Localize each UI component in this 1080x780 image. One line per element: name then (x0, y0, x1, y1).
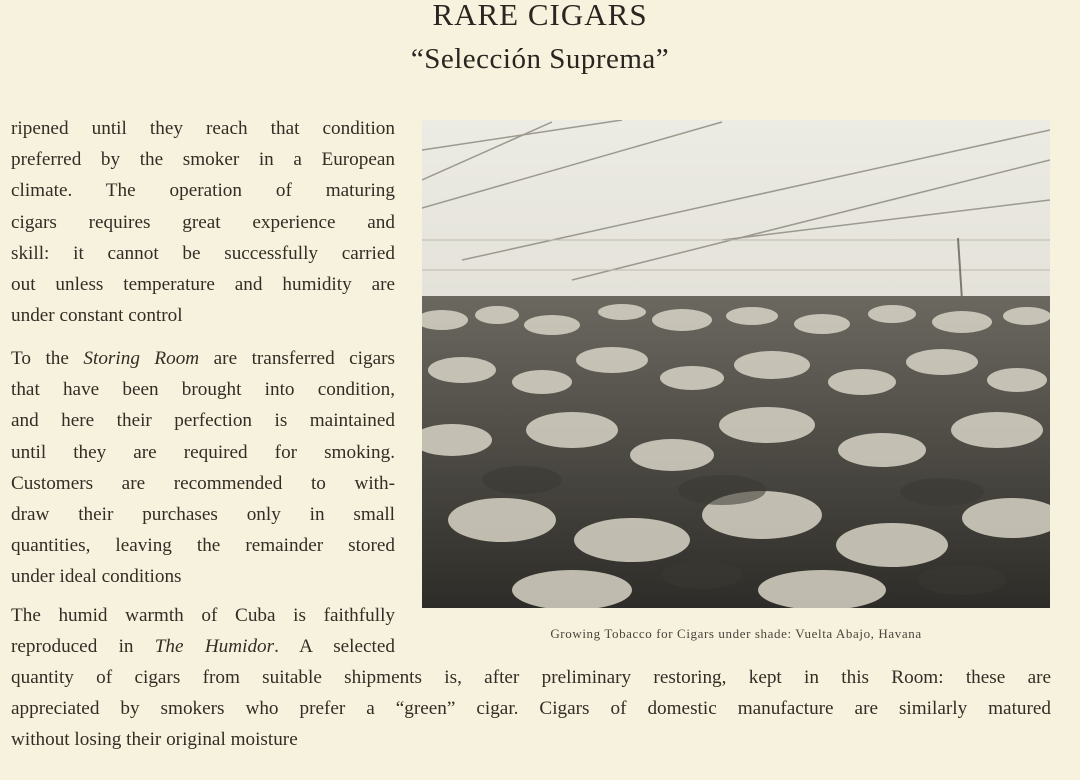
text-segment: . A selected (274, 636, 395, 658)
text-segment: reproduced in (11, 636, 155, 658)
paragraph-ripening (11, 113, 395, 331)
tobacco-field-photo (422, 120, 1050, 608)
text-line: quantities, leaving the remainder stored (11, 535, 395, 557)
page-subtitle: “Selección Suprema” (410, 43, 670, 75)
text-line: Customers are recommended to with- (11, 472, 395, 494)
text-line: out unless temperature and humidity are (11, 274, 395, 296)
text-line: under ideal conditions (11, 566, 182, 588)
storing-room-term: Storing Room (83, 348, 200, 369)
text-line: climate. The operation of maturing (11, 180, 395, 202)
text-line: quantity of cigars from suitable shipments is, after preliminary restoring, kept in this Room: these are (11, 667, 1051, 688)
text-line: cigars requires great experience and (11, 211, 395, 233)
text-segment: To the (11, 348, 84, 369)
text-line: that have been brought into condition, (11, 379, 395, 401)
text-line: ripened until they reach that condition (11, 118, 395, 139)
text-line: draw their purchases only in small (11, 504, 395, 526)
humidor-term: The Humidor (154, 636, 275, 658)
paragraph-storing-room (11, 343, 395, 593)
page-title: RARE CIGARS (432, 0, 648, 32)
text-line: and here their perfection is maintained (11, 410, 395, 432)
text-segment: are transferred cigars (199, 348, 395, 369)
photo-caption: Growing Tobacco for Cigars under shade: Vuelta Abajo, Havana (550, 626, 922, 641)
text-line: without losing their original moisture (11, 729, 298, 751)
text-line: under constant control (11, 305, 183, 327)
paragraph-humidor-continued (11, 662, 1051, 756)
text-line: appreciated by smokers who prefer a “green” cigar. Cigars of domestic manufacture are similarly matured (11, 698, 1051, 720)
text-line (11, 631, 395, 662)
tobacco-field (422, 296, 1050, 608)
paragraph-humidor (11, 600, 395, 662)
text-line: until they are required for smoking. (11, 441, 395, 463)
tobacco-field-illustration (422, 120, 1050, 608)
text-line: preferred by the smoker in a European (11, 149, 395, 171)
text-line (11, 343, 395, 374)
text-line: The humid warmth of Cuba is faithfully (11, 605, 395, 626)
text-line: skill: it cannot be successfully carried (11, 242, 395, 264)
